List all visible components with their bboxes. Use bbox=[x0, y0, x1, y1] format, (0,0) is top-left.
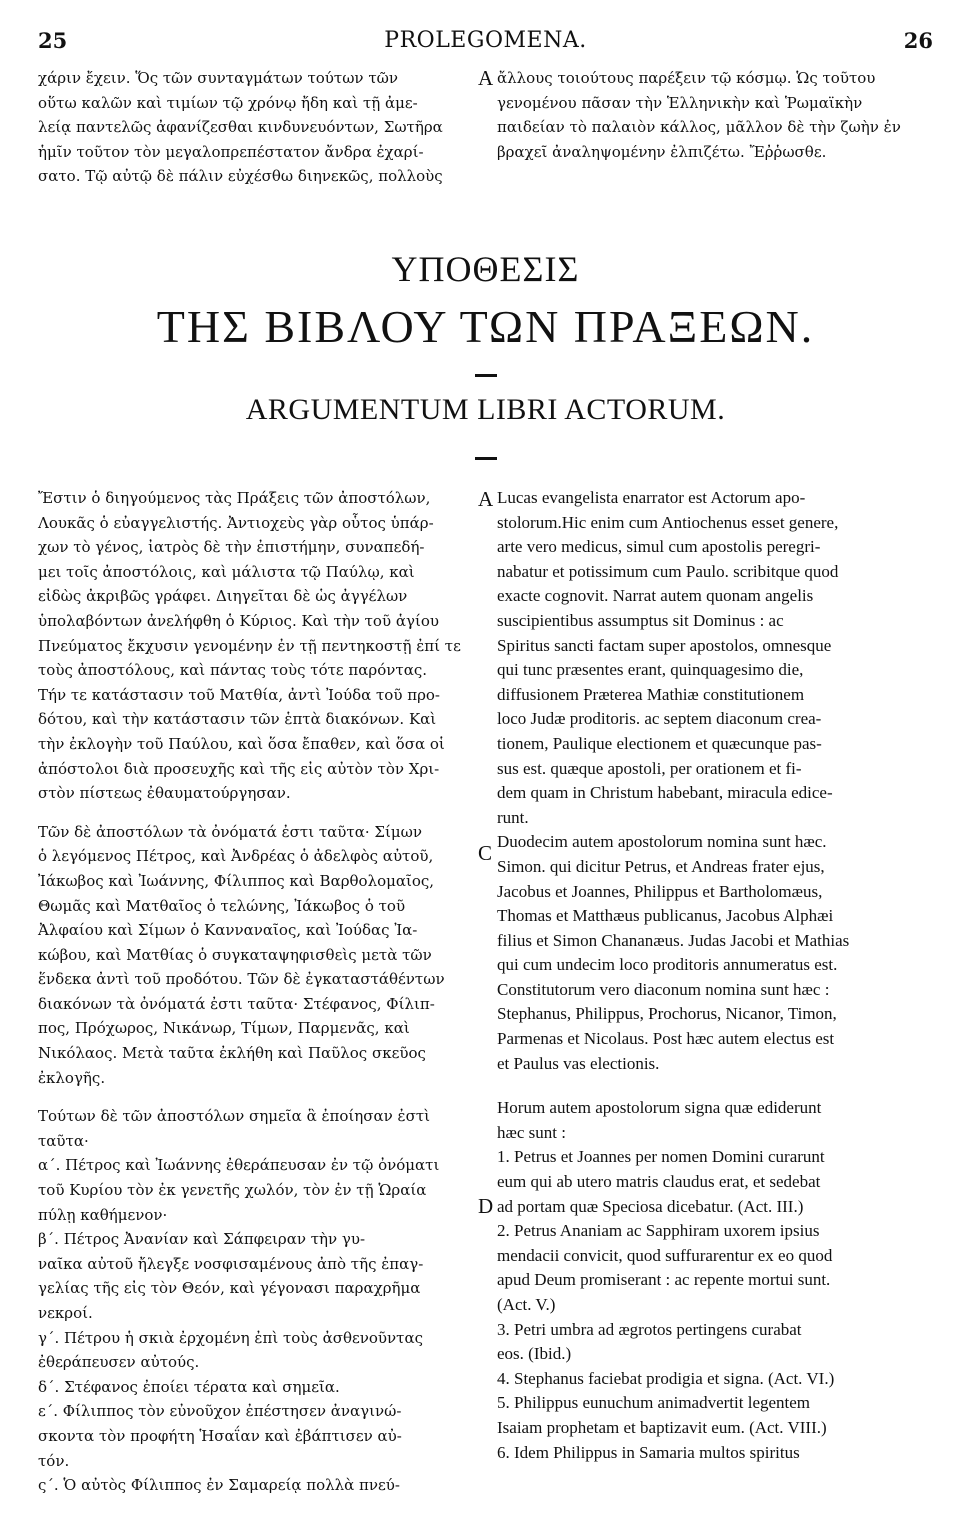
text-line: γ΄. Πέτρου ἡ σκιὰ ἐρχομένη ἐπὶ τοὺς ἀσθενοῦντας bbox=[38, 1328, 423, 1347]
greek-title-line1: ΥΠΟΘΕΣΙΣ bbox=[391, 249, 580, 289]
text-line: ἄλλους τοιούτους παρέξειν τῷ κόσμῳ. Ὡς τοῦτου bbox=[497, 69, 876, 87]
text-line: εἰδὼς ἀκριβῶς γράφει. Διηγεῖται δὲ ὡς ἀγγέλων bbox=[38, 587, 408, 606]
text-line: Spiritus sancti factam super apostolos, omnesque bbox=[497, 635, 832, 655]
text-line: ὑπολαβόντων ἀνελήφθη ὁ Κύριος. Καὶ τὴν τοῦ ἁγίου bbox=[38, 611, 439, 630]
text-line: ἐθεράπευσεν αὐτούς. bbox=[38, 1353, 200, 1372]
page-number-right: 26 bbox=[903, 28, 933, 53]
text-line: tionem, Paulique electionem et quæcunque pas- bbox=[497, 733, 822, 753]
text-line: exacte cognovit. Narrat autem quonam angelis bbox=[497, 586, 814, 606]
text-line: χων τὸ γένος, ἰατρὸς δὲ τὴν ἐπιστήμην, συναπεδή- bbox=[38, 538, 425, 557]
text-line: ς΄. Ὁ αὐτὸς Φίλιππος ἐν Σαμαρείᾳ πολλὰ πνεύ- bbox=[38, 1476, 400, 1495]
margin-marker-c: C bbox=[478, 841, 493, 865]
text-line: στὸν πίστεως ἐθαυματούργησαν. bbox=[38, 784, 291, 803]
text-line: πύλῃ καθήμενον· bbox=[38, 1205, 168, 1224]
greek-column bbox=[38, 486, 474, 1498]
text-line: eum qui ab utero matris claudus erat, et sedebat bbox=[497, 1172, 821, 1192]
text-line: Θωμᾶς καὶ Ματθαῖος ὁ τελώνης, Ἰάκωβος ὁ τοῦ bbox=[38, 896, 406, 915]
title-divider bbox=[475, 374, 497, 377]
text-line: diffusionem Præterea Mathiæ constitutionem bbox=[497, 684, 805, 704]
running-header bbox=[38, 28, 933, 56]
page-number-left: 25 bbox=[38, 28, 68, 53]
text-line: ἀπόστολοι διὰ προσευχῆς καὶ τῆς εἰς αὐτὸν τὸν Χρι- bbox=[38, 759, 440, 778]
text-line: Stephanus, Philippus, Prochorus, Nicanor, Timon, bbox=[497, 1004, 837, 1024]
text-line: τόν. bbox=[38, 1451, 70, 1470]
text-line: κώβου, καὶ Ματθίας ὁ συγκαταψηφισθεὶς μετὰ τῶν bbox=[38, 945, 432, 964]
text-line: eos. (Ibid.) bbox=[497, 1344, 572, 1364]
text-line: Jacobus et Joannes, Philippus et Bartholomæus, bbox=[497, 881, 823, 901]
text-line: nabatur et potissimum cum Paulo. scribitque quod bbox=[497, 561, 839, 581]
text-line: Constitutorum vero diaconum nomina sunt hæc : bbox=[497, 979, 830, 999]
text-line: ad portam quæ Speciosa dicebatur. (Act. III.) bbox=[497, 1196, 804, 1216]
text-line: Τήν τε κατάστασιν τοῦ Ματθία, ἀντὶ Ἰούδα τοῦ προ- bbox=[38, 685, 440, 704]
text-line: 1. Petrus et Joannes per nomen Domini curarunt bbox=[497, 1147, 825, 1167]
text-line: ἡμῖν τοῦτον τὸν μεγαλοπρεπέστατον ἄνδρα ἐχαρί- bbox=[38, 142, 424, 161]
text-line: πος, Πρόχωρος, Νικάνωρ, Τίμων, Παρμενᾶς, καὶ bbox=[38, 1019, 410, 1038]
text-line: Ἰάκωβος καὶ Ἰωάννης, Φίλιππος καὶ Βαρθολομαῖος, bbox=[38, 871, 435, 890]
text-line: βραχεῖ ἀναληψομένην ἐλπιζέτω. Ἔῤῥωσθε. bbox=[497, 142, 827, 161]
text-line: Simon. qui dicitur Petrus, et Andreas frater ejus, bbox=[497, 856, 825, 876]
text-line: 4. Stephanus faciebat prodigia et signa. (Act. VI.) bbox=[497, 1368, 835, 1388]
text-line: νεκροί. bbox=[38, 1304, 93, 1322]
title-divider bbox=[475, 457, 497, 460]
text-line: 6. Idem Philippus in Samaria multos spiritus bbox=[497, 1442, 800, 1462]
text-line: filius et Simon Chananæus. Judas Jacobi et Mathias bbox=[497, 930, 850, 950]
text-line: Νικόλαος. Μετὰ ταῦτα ἐκλήθη καὶ Παῦλος σκεῦος bbox=[38, 1044, 426, 1063]
text-line: α΄. Πέτρος καὶ Ἰωάννης ἐθεράπευσαν ἐν τῷ ὀνόματι bbox=[38, 1156, 440, 1175]
text-line: β΄. Πέτρος Ἀνανίαν καὶ Σάπφειραν τὴν γυ- bbox=[38, 1230, 366, 1249]
margin-marker-a: A bbox=[478, 66, 494, 90]
top-greek-left bbox=[38, 66, 474, 189]
text-line: sus est. quæque apostoli, per orationem et fi- bbox=[497, 758, 802, 778]
text-line: 2. Petrus Ananiam ac Sapphiram uxorem ipsius bbox=[497, 1221, 820, 1241]
text-line: δ΄. Στέφανος ἐποίει τέρατα καὶ σημεῖα. bbox=[38, 1377, 340, 1396]
text-line: 5. Philippus eunuchum animadvertit legentem bbox=[497, 1393, 811, 1413]
text-line: ὁ λεγόμενος Πέτρος, καὶ Ἀνδρέας ὁ ἀδελφὸς αὐτοῦ, bbox=[38, 847, 434, 866]
text-line: γενομένου πᾶσαν τὴν Ἑλληνικὴν καὶ Ῥωμαϊκὴν bbox=[497, 93, 863, 112]
text-line: τοὺς ἀποστόλους, καὶ πάντας τοὺς τότε παρόντας. bbox=[38, 661, 427, 680]
running-title: PROLEGOMENA. bbox=[384, 28, 587, 53]
text-line: Horum autem apostolorum signa quæ ediderunt bbox=[497, 1098, 822, 1118]
text-line: Lucas evangelista enarrator est Actorum apo- bbox=[497, 488, 806, 507]
text-line: λείᾳ παντελῶς ἀφανίζεσθαι κινδυνευόντων, Σωτῆρα bbox=[38, 118, 443, 137]
greek-title-line2: ΤΗΣ ΒΙΒΛΟΥ ΤΩΝ ΠΡΑΞΕΩΝ. bbox=[156, 301, 815, 352]
text-line: ἕνδεκα ἀντὶ τοῦ προδότου. Τῶν δὲ ἐγκαταστάθέντων bbox=[38, 970, 445, 989]
text-line: Duodecim autem apostolorum nomina sunt hæc. bbox=[497, 832, 827, 852]
text-line: ταῦτα· bbox=[38, 1131, 89, 1150]
text-line: δότου, καὶ τὴν κατάστασιν τῶν ἑπτὰ διακόνων. Καὶ bbox=[38, 710, 437, 729]
text-line: dem quam in Christum habebant, miracula edice- bbox=[497, 783, 833, 803]
text-line: hæc sunt : bbox=[497, 1122, 566, 1142]
text-line: τοῦ Κυρίου τὸν ἐκ γενετῆς χωλόν, τὸν ἐν τῇ Ὡραία bbox=[38, 1181, 427, 1200]
text-line: runt. bbox=[497, 807, 529, 827]
text-line: διακόνων τὰ ὀνόματά ἐστι ταῦτα· Στέφανος, Φίλιπ- bbox=[38, 994, 435, 1013]
text-line: Ἀλφαίου καὶ Σίμων ὁ Κανναναῖος, καὶ Ἰούδας Ἰα- bbox=[38, 921, 418, 940]
text-line: παιδείαν τὸ παλαιὸν κάλλος, μᾶλλον δὲ τὴν ζωὴν ἐν bbox=[497, 118, 901, 137]
text-line: χάριν ἔχειν. Ὅς τῶν συνταγμάτων τούτων τῶν bbox=[38, 69, 398, 87]
margin-marker-a: A bbox=[478, 487, 494, 511]
text-line: loco Judæ proditoris. ac septem diaconum crea- bbox=[497, 709, 822, 729]
text-line: Τούτων δὲ τῶν ἀποστόλων σημεῖα ἃ ἐποίησαν ἐστὶ bbox=[38, 1107, 430, 1126]
margin-marker-d: D bbox=[478, 1194, 494, 1218]
text-line: qui tunc præsentes erant, quinquagesimo die, bbox=[497, 660, 804, 680]
text-line: mendacii convicit, quod suffurarentur ex eo quod bbox=[497, 1245, 833, 1265]
latin-column bbox=[497, 486, 935, 1465]
text-line: et Paulus vas electionis. bbox=[497, 1053, 660, 1073]
text-line: suscipientibus assumptus sit Dominus : ac bbox=[497, 610, 784, 630]
text-line: γελίας τῆς εἰς τὸν Θεόν, καὶ γέγονασι παραχρῆμα bbox=[38, 1279, 421, 1298]
text-line: Λουκᾶς ὁ εὐαγγελιστής. Ἀντιοχεὺς γὰρ οὗτος ὑπάρ- bbox=[38, 513, 434, 532]
text-line: Πνεύματος ἔκχυσιν γενομένην ἐν τῇ πεντηκοστῇ ἐπί τε bbox=[38, 636, 461, 655]
text-line: Ἔστιν ὁ διηγούμενος τὰς Πράξεις τῶν ἀποστόλων, bbox=[38, 489, 431, 507]
text-line: 3. Petri umbra ad ægrotos pertingens curabat bbox=[497, 1319, 802, 1339]
text-line: Parmenas et Nicolaus. Post hæc autem electus est bbox=[497, 1029, 835, 1049]
text-line: ναῖκα αὐτοῦ ἤλεγξε νοσφισαμένους ἀπὸ τῆς ἐπαγ- bbox=[38, 1254, 424, 1273]
text-line: (Act. V.) bbox=[497, 1295, 556, 1314]
text-line: ἐκλογῆς. bbox=[38, 1068, 106, 1087]
text-line: Thomas et Matthæus publicanus, Jacobus Alphæi bbox=[497, 906, 834, 926]
text-line: μει τοῖς ἀποστόλοις, καὶ μάλιστα τῷ Παύλῳ, καὶ bbox=[38, 562, 415, 581]
text-line: qui cum undecim loco proditoris annumeratus est. bbox=[497, 955, 838, 975]
text-line: Τῶν δὲ ἀποστόλων τὰ ὀνόματά ἐστι ταῦτα· Σίμων bbox=[38, 822, 422, 841]
text-line: apud Deum promiserant : ac repente mortui sunt. bbox=[497, 1270, 831, 1290]
text-line: σκοντα τὸν προφήτη Ἡσαΐαν καὶ ἐβάπτισεν αὐ- bbox=[38, 1426, 402, 1445]
text-line: σατο. Τῷ αὐτῷ δὲ πάλιν εὐχέσθω διηνεκῶς, πολλοὺς bbox=[38, 167, 443, 186]
top-greek-right bbox=[497, 66, 935, 164]
text-line: Isaiam prophetam et baptizavit eum. (Act. VIII.) bbox=[497, 1417, 827, 1437]
text-line: οὕτω καλῶν καὶ τιμίων τῷ χρόνῳ ἤδη καὶ τῇ ἀμε- bbox=[38, 93, 418, 112]
text-line: stolorum.Hic enim cum Antiochenus esset genere, bbox=[497, 512, 839, 532]
latin-title: ARGUMENTUM LIBRI ACTORUM. bbox=[245, 393, 726, 426]
text-line: arte vero medicus, simul cum apostolis peregri- bbox=[497, 537, 821, 557]
text-line: τὴν ἐκλογὴν τοῦ Παύλου, καὶ ὅσα ἔπαθεν, καὶ ὅσα οἱ bbox=[38, 734, 445, 753]
text-line: ε΄. Φίλιππος τὸν εὐνοῦχον ἐπέστησεν ἀναγινώ- bbox=[38, 1402, 402, 1421]
